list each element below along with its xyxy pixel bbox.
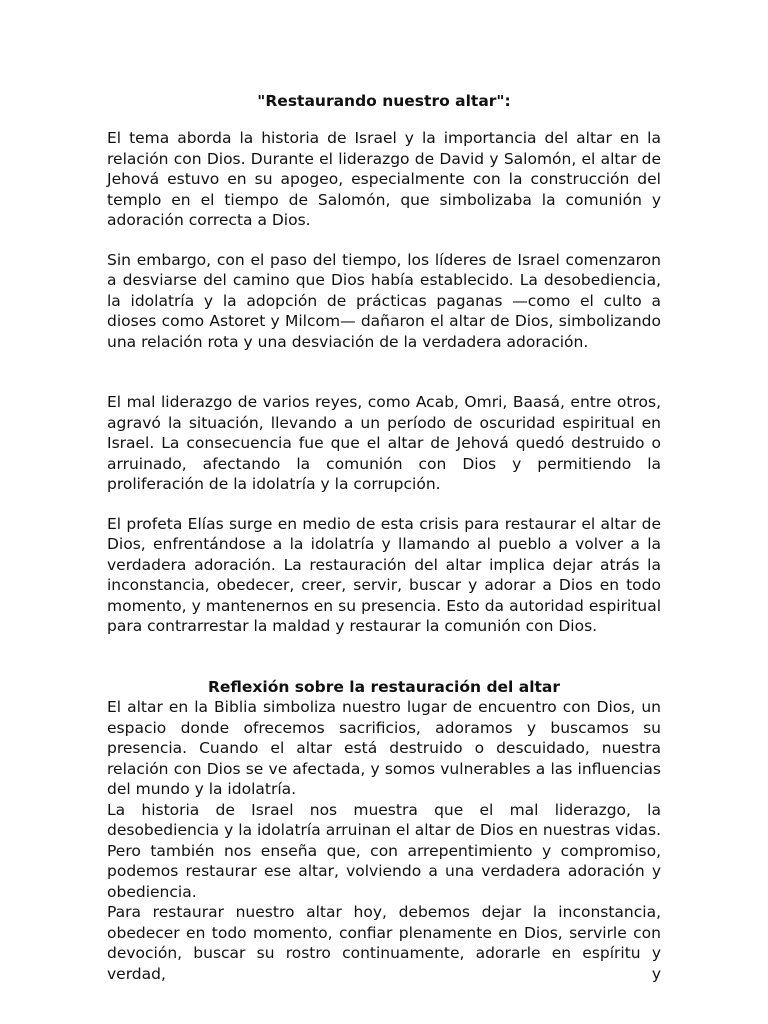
reflection-paragraph-1: El altar en la Biblia simboliza nuestro lugar de encuentro con Dios, un espacio donde ofrecemos sacrificios, adoramos y buscamos su presencia. Cuando el altar está destruido o descuidado, nuestra relación con Dios se ve afectada, y somos vulnerables a las influencias del mundo y la idolatría. xyxy=(107,698,661,798)
document-title: "Restaurando nuestro altar": xyxy=(257,92,511,110)
reflection-paragraph-2: La historia de Israel nos muestra que el mal liderazgo, la desobediencia y la idolatría arruinan el altar de Dios en nuestras vidas. Pero también nos enseña que, con arrepentimiento y compromiso, podemos restaurar ese altar, volviendo a una verdadera adoración y obediencia. xyxy=(107,800,661,901)
paragraph-1: El tema aborda la historia de Israel y la importancia del altar en la relación con Dios. Durante el liderazgo de David y Salomón, el altar de Jehová estuvo en su apogeo, especialmente con la construcción del templo en el tiempo de Salomón, que simbolizaba la comunión y adoración correcta a Dios. xyxy=(107,129,661,229)
paragraph-2: Sin embargo, con el paso del tiempo, los líderes de Israel comenzaron a desviarse del camino que Dios había establecido. La desobediencia, la idolatría y la adopción de prácticas paganas —como el culto a dioses como Astoret y Milcom— dañaron el altar de Dios, simbolizando una relación rota y una desviación de la verdadera adoración. xyxy=(107,250,661,351)
paragraph-3: El mal liderazgo de varios reyes, como Acab, Omri, Baasá, entre otros, agravó la situación, llevando a un período de oscuridad espiritual en Israel. La consecuencia fue que el altar de Jehová quedó destruido o arruinado, afectando la comunión con Dios y permitiendo la proliferación de la idolatría y la corrupción. xyxy=(107,393,661,493)
reflection-heading: Reflexión sobre la restauración del altar xyxy=(207,677,561,696)
reflection-paragraph-3: Para restaurar nuestro altar hoy, debemos dejar la inconstancia, obedecer en todo momento, confiar plenamente en Dios, servirle con devoción, buscar su rostro continuamente, adorarle en espíritu y verdad, y xyxy=(107,903,661,983)
paragraph-4: El profeta Elías surge en medio de esta crisis para restaurar el altar de Dios, enfrentándose a la idolatría y llamando al pueblo a volver a la verdadera adoración. La restauración del altar implica dejar atrás la inconstancia, obedecer, creer, servir, buscar y adorar a Dios en todo momento, y mantenernos en su presencia. Esto da autoridad espiritual para contrarrestar la maldad y restaurar la comunión con Dios. xyxy=(107,514,661,635)
